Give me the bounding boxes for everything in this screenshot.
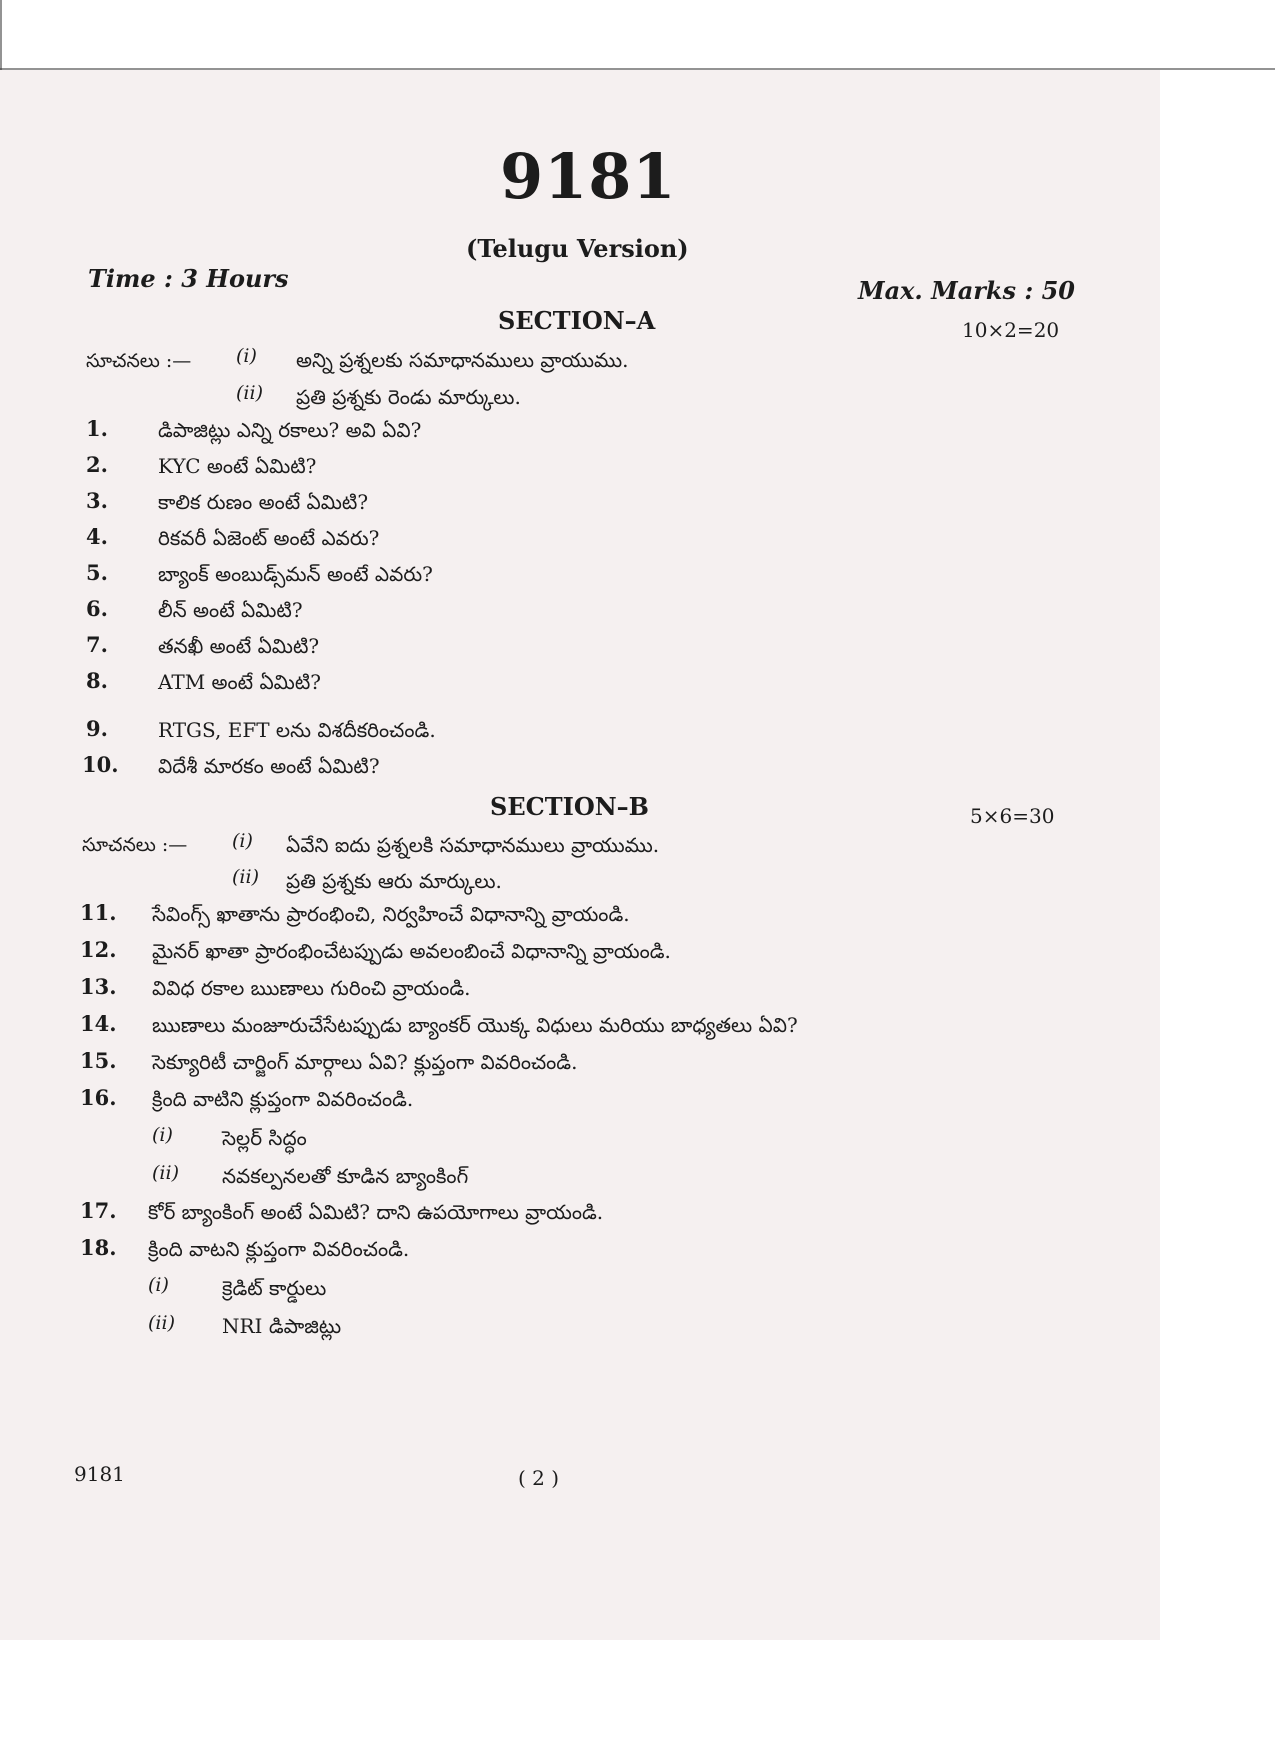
footer-paper-code: 9181 <box>74 1462 125 1486</box>
section-b-note-text: ఏవేని ఐదు ప్రశ్నలకి సమాధానములు వ్రాయుము. <box>286 833 660 857</box>
time-label: Time : 3 Hours <box>88 264 289 293</box>
section-a-marks: 10×2=20 <box>962 318 1060 342</box>
question-number: 15. <box>80 1048 117 1073</box>
section-a-note-num: (ii) <box>236 382 263 404</box>
section-a-title: SECTION–A <box>498 306 656 335</box>
sub-question-number: (ii) <box>148 1312 175 1334</box>
question-text: లీన్ అంటే ఏమిటి? <box>158 598 303 622</box>
section-a-note-label: సూచనలు :— <box>86 350 192 372</box>
question-number: 9. <box>86 716 108 741</box>
section-b-title: SECTION–B <box>490 792 649 821</box>
sub-question-number: (i) <box>152 1124 173 1146</box>
question-text: బ్యాంక్ అంబుడ్స్‌మన్ అంటే ఎవరు? <box>158 562 433 586</box>
sub-question-number: (ii) <box>152 1162 179 1184</box>
question-number: 12. <box>80 937 117 962</box>
paper-code: 9181 <box>500 140 677 213</box>
question-text: డిపాజిట్లు ఎన్ని రకాలు? అవి ఏవి? <box>158 418 422 442</box>
section-b-note-num: (ii) <box>232 866 259 888</box>
question-text: కోర్ బ్యాంకింగ్ అంటే ఏమిటి? దాని ఉపయోగాలు వ్రాయండి. <box>148 1200 604 1224</box>
question-number: 3. <box>86 488 108 513</box>
page-number: ( 2 ) <box>518 1466 560 1490</box>
question-number: 14. <box>80 1011 117 1036</box>
question-number: 8. <box>86 668 108 693</box>
question-number: 17. <box>80 1198 117 1223</box>
question-number: 16. <box>80 1085 117 1110</box>
question-text: మైనర్ ఖాతా ప్రారంభించేటప్పుడు అవలంబించే విధానాన్ని వ్రాయండి. <box>152 939 671 963</box>
question-text: క్రింది వాటని క్లుప్తంగా వివరించండి. <box>148 1237 410 1261</box>
section-b-note-text: ప్రతి ప్రశ్నకు ఆరు మార్కులు. <box>286 869 502 893</box>
sub-question-text: NRI డిపాజిట్లు <box>222 1314 342 1338</box>
question-text: సేవింగ్స్ ఖాతాను ప్రారంభించి, నిర్వహించే విధానాన్ని వ్రాయండి. <box>152 902 630 926</box>
question-number: 4. <box>86 524 108 549</box>
question-number: 7. <box>86 632 108 657</box>
question-text: తనఖీ అంటే ఏమిటి? <box>158 634 320 658</box>
question-text: సెక్యూరిటీ చార్జింగ్ మార్గాలు ఏవి? క్లుప్తంగా వివరించండి. <box>152 1050 578 1074</box>
question-text: RTGS, EFT లను విశదీకరించండి. <box>158 718 436 742</box>
question-number: 11. <box>80 900 117 925</box>
question-text: క్రింది వాటిని క్లుప్తంగా వివరించండి. <box>152 1087 414 1111</box>
question-text: కాలిక రుణం అంటే ఏమిటి? <box>158 490 369 514</box>
question-text: ఋణాలు మంజూరుచేసేటప్పుడు బ్యాంకర్ యొక్క విధులు మరియు బాధ్యతలు ఏవి? <box>152 1013 798 1037</box>
version-label: (Telugu Version) <box>466 234 689 263</box>
question-text: ATM అంటే ఏమిటి? <box>158 670 322 694</box>
sub-question-text: సెల్లర్ సిద్ధం <box>222 1126 307 1150</box>
question-number: 13. <box>80 974 117 999</box>
question-number: 6. <box>86 596 108 621</box>
question-number: 2. <box>86 452 108 477</box>
scan-border-left <box>0 0 2 70</box>
question-number: 5. <box>86 560 108 585</box>
question-number: 1. <box>86 416 108 441</box>
section-a-note-text: అన్ని ప్రశ్నలకు సమాధానములు వ్రాయుము. <box>296 348 629 372</box>
section-b-note-label: సూచనలు :— <box>82 834 188 856</box>
question-number: 10. <box>82 752 119 777</box>
sub-question-text: నవకల్పనలతో కూడిన బ్యాంకింగ్ <box>222 1164 469 1188</box>
section-b-note-num: (i) <box>232 830 253 852</box>
sub-question-number: (i) <box>148 1274 169 1296</box>
section-a-note-num: (i) <box>236 345 257 367</box>
max-marks-label: Max. Marks : 50 <box>858 276 1076 305</box>
question-text: KYC అంటే ఏమిటి? <box>158 454 317 478</box>
section-a-note-text: ప్రతి ప్రశ్నకు రెండు మార్కులు. <box>296 385 521 409</box>
section-b-marks: 5×6=30 <box>970 804 1055 828</box>
question-text: రికవరీ ఏజెంట్ అంటే ఎవరు? <box>158 526 380 550</box>
question-text: విదేశీ మారకం అంటే ఏమిటి? <box>158 754 380 778</box>
sub-question-text: క్రెడిట్ కార్డులు <box>222 1276 327 1300</box>
question-number: 18. <box>80 1235 117 1260</box>
question-text: వివిధ రకాల ఋణాలు గురించి వ్రాయండి. <box>152 976 471 1000</box>
